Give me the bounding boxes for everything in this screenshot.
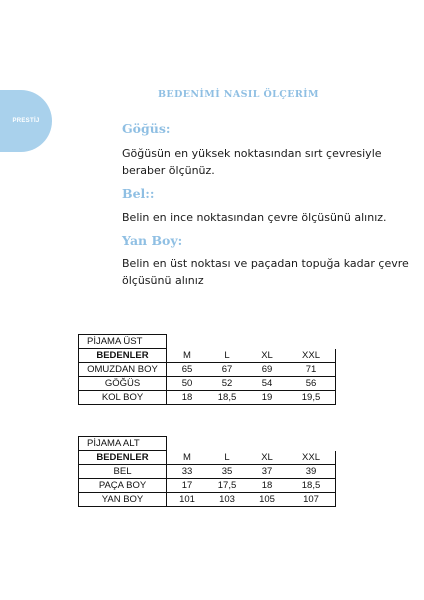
cell-value: 65	[167, 363, 208, 377]
size-header: M	[167, 349, 208, 363]
table-caption: PİJAMA ALT	[79, 437, 167, 451]
cell-value: 71	[287, 363, 336, 377]
row-label: OMUZDAN BOY	[79, 363, 167, 377]
text-gogus: Göğüsün en yüksek noktasından sırt çevresiyle beraber ölçünüz.	[122, 147, 382, 177]
cell-value: 17,5	[207, 479, 247, 493]
size-header: XL	[247, 451, 287, 465]
table-header-label: BEDENLER	[79, 349, 167, 363]
size-header: M	[167, 451, 208, 465]
table-row	[79, 363, 336, 377]
cell-value: 103	[207, 493, 247, 507]
cell-value: 19,5	[287, 391, 336, 405]
page-title: BEDENİMİ NASIL ÖLÇERİM	[158, 89, 319, 100]
cell-value: 18	[167, 391, 208, 405]
heading-bel: Bel::	[122, 186, 155, 201]
cell-value: 50	[167, 377, 208, 391]
brand-logo	[0, 90, 52, 152]
text-bel: Belin en ince noktasından çevre ölçüsünü alınız.	[122, 211, 387, 224]
cell-value: 54	[247, 377, 287, 391]
cell-value: 17	[167, 479, 208, 493]
size-header: XXL	[287, 451, 336, 465]
heading-gogus: Göğüs:	[122, 121, 171, 136]
table-row	[79, 493, 336, 507]
cell-value: 37	[247, 465, 287, 479]
cell-value: 18,5	[207, 391, 247, 405]
cell-value: 19	[247, 391, 287, 405]
cell-value: 18,5	[287, 479, 336, 493]
size-header: XXL	[287, 349, 336, 363]
row-label: PAÇA BOY	[79, 479, 167, 493]
cell-value: 105	[247, 493, 287, 507]
size-header: L	[207, 451, 247, 465]
row-label: YAN BOY	[79, 493, 167, 507]
cell-value: 33	[167, 465, 208, 479]
brand-logo-text: PRESTİJ	[12, 118, 40, 124]
cell-value: 52	[207, 377, 247, 391]
table-caption: PİJAMA ÜST	[79, 335, 167, 349]
table-row	[79, 391, 336, 405]
table-header-label: BEDENLER	[79, 451, 167, 465]
cell-value: 35	[207, 465, 247, 479]
size-table-top	[78, 334, 336, 405]
size-table-bottom	[78, 436, 336, 507]
row-label: GÖĞÜS	[79, 377, 167, 391]
size-header: L	[207, 349, 247, 363]
cell-value: 18	[247, 479, 287, 493]
row-label: KOL BOY	[79, 391, 167, 405]
cell-value: 101	[167, 493, 208, 507]
heading-yan-boy: Yan Boy:	[122, 233, 183, 248]
table-row	[79, 377, 336, 391]
cell-value: 39	[287, 465, 336, 479]
cell-value: 107	[287, 493, 336, 507]
table-row	[79, 479, 336, 493]
row-label: BEL	[79, 465, 167, 479]
size-header: XL	[247, 349, 287, 363]
cell-value: 69	[247, 363, 287, 377]
cell-value: 67	[207, 363, 247, 377]
text-yan-boy: Belin en üst noktası ve paçadan topuğa kadar çevre ölçüsünü alınız	[122, 257, 409, 287]
table-row	[79, 465, 336, 479]
cell-value: 56	[287, 377, 336, 391]
